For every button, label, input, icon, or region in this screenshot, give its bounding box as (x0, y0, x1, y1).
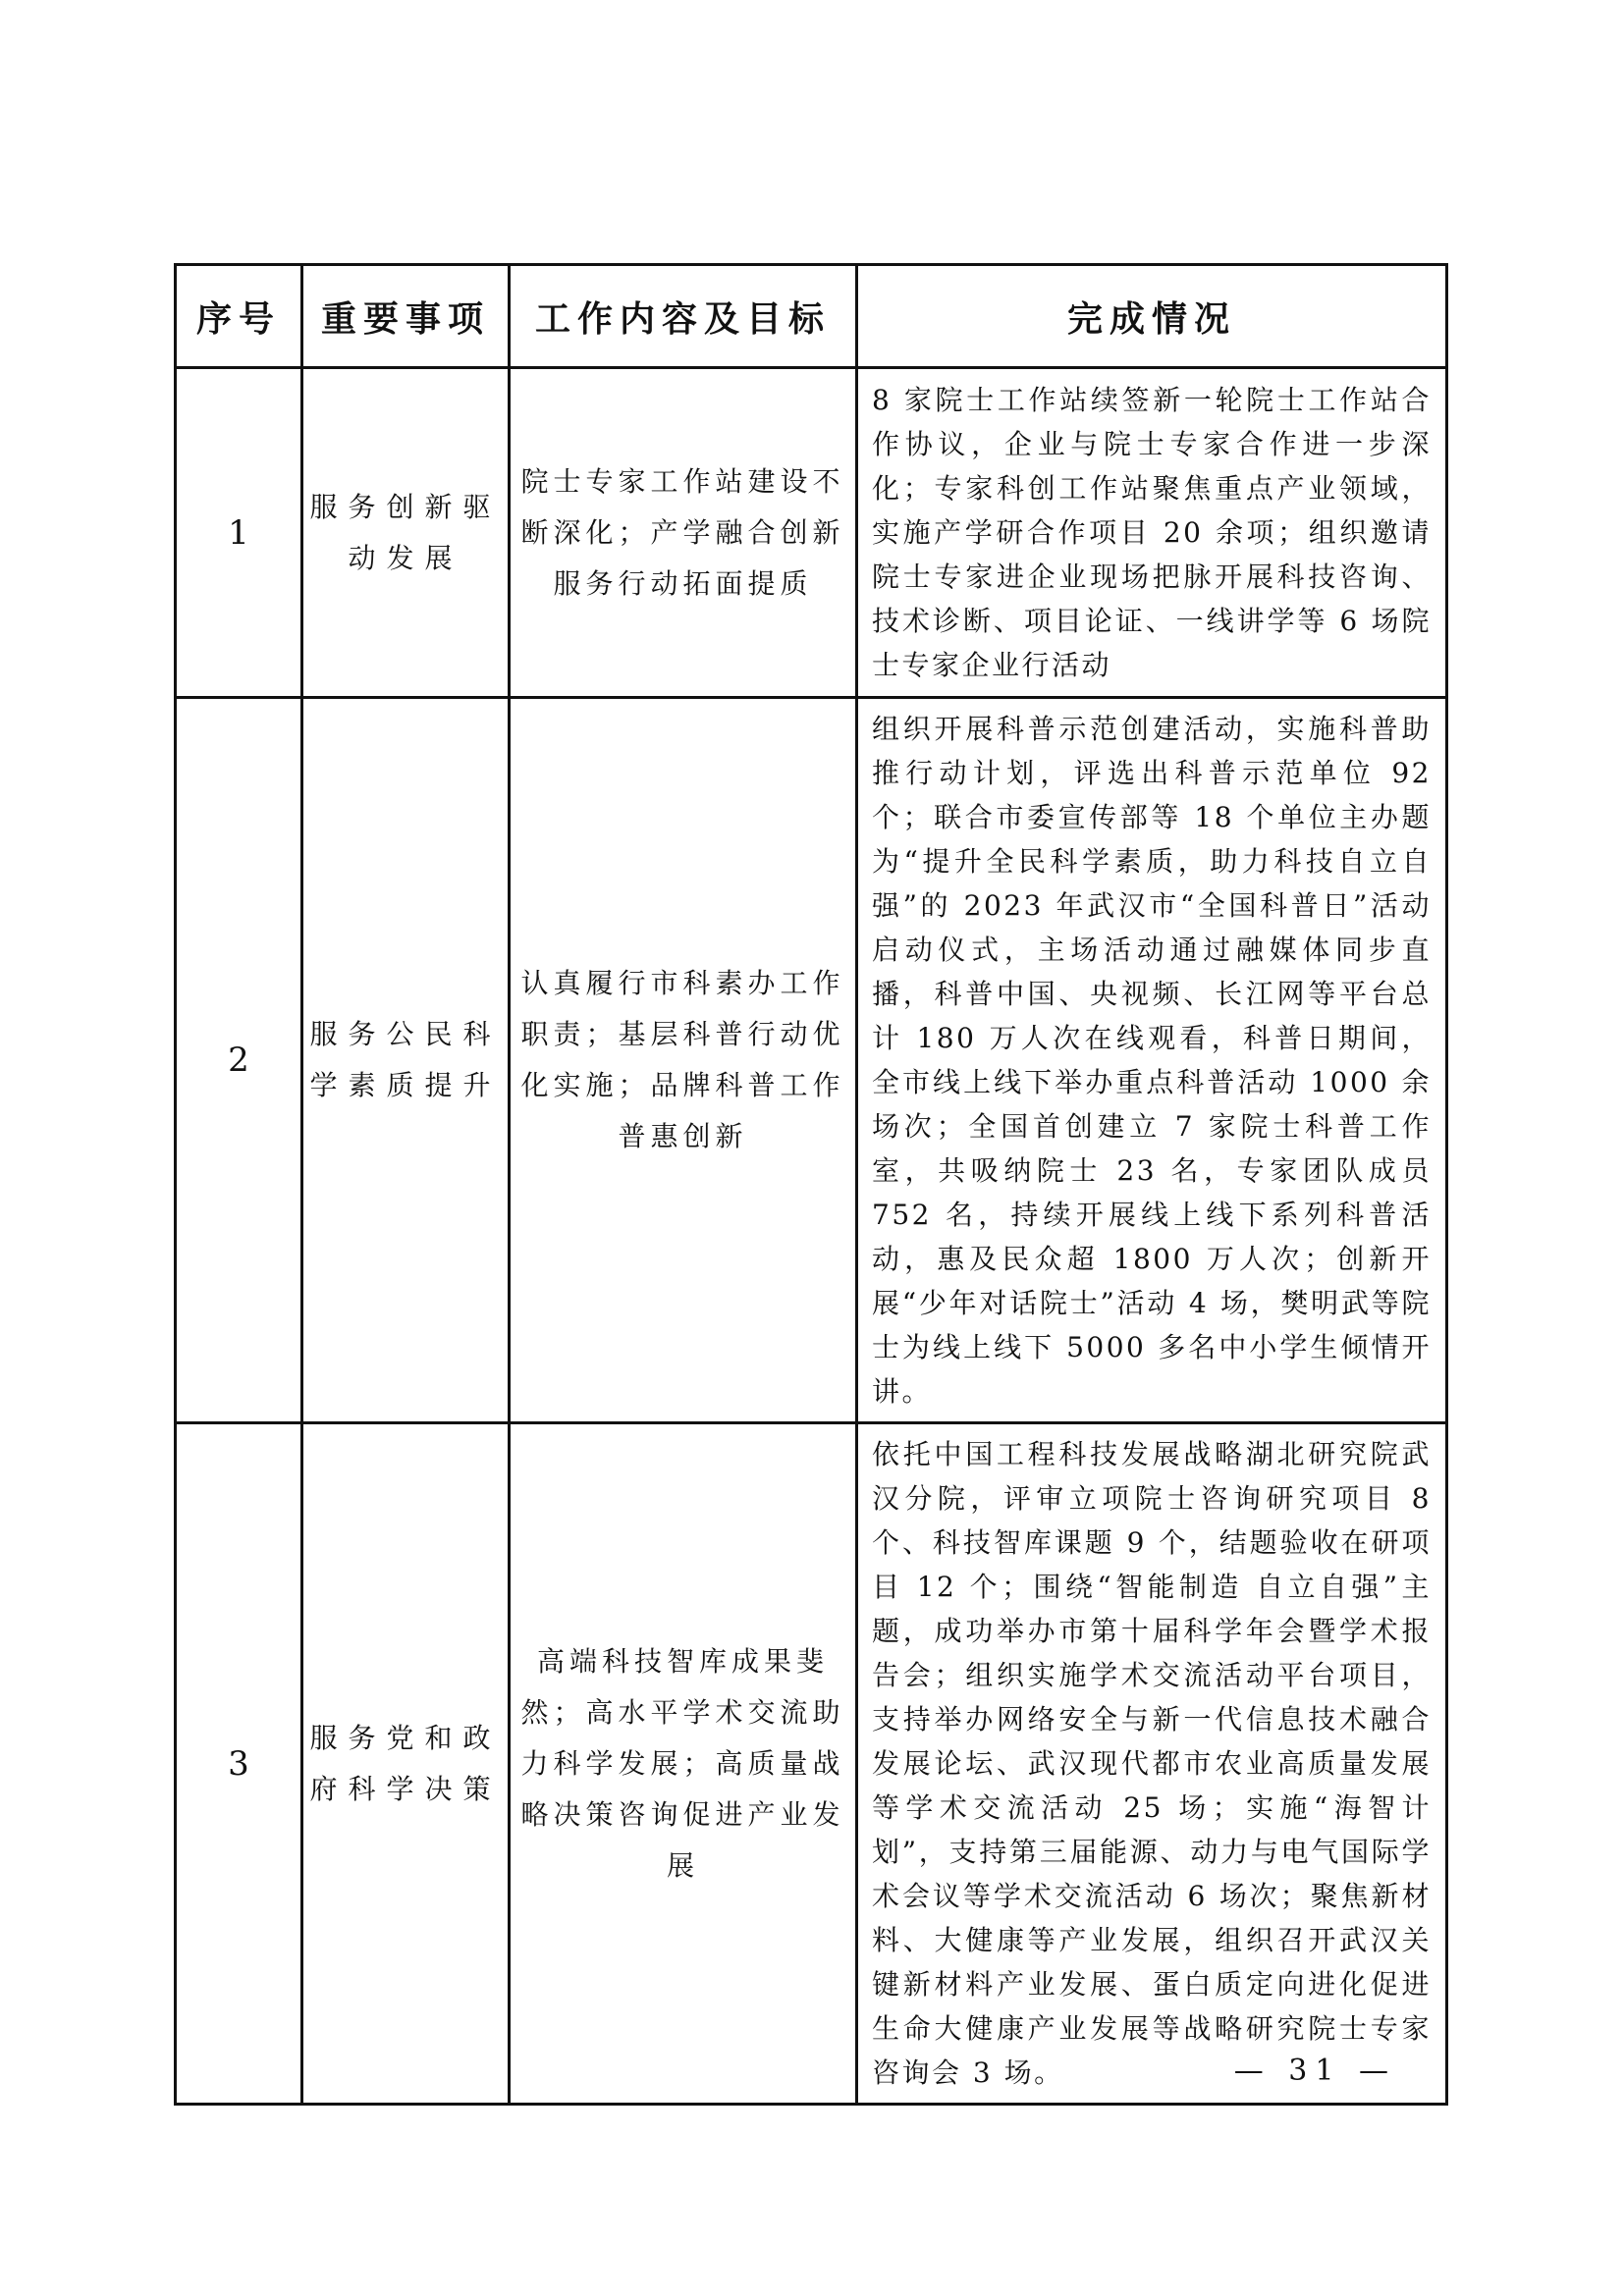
row2-work-content-goal: 认真履行市科素办工作职责；基层科普行动优化实施；品牌科普工作普惠创新 (510, 698, 857, 1423)
row1-completion-status: 8 家院士工作站续签新一轮院士工作站合作协议，企业与院士专家合作进一步深化；专家科创工作站聚焦重点产业领域，实施产学研合作项目 20 余项；组织邀请院士专家进企业现场把脉开展科技咨询、技术诊断、项目论证、一线讲学等 6 场院士专家企业行活动 (857, 368, 1447, 698)
row2-completion-status: 组织开展科普示范创建活动，实施科普助推行动计划，评选出科普示范单位 92 个；联合市委宣传部等 18 个单位主办题为“提升全民科学素质，助力科技自立自强”的 2023 年武汉市“全国科普日”活动启动仪式，主场活动通过融媒体同步直播，科普中国、央视频、长江网等平台总计 180 万人次在线观看，科普日期间，全市线上线下举办重点科普活动 1000 余场次；全国首创建立 7 家院士科普工作室，共吸纳院士 23 名，专家团队成员 752 名，持续开展线上线下系列科普活动，惠及民众超 1800 万人次；创新开展“少年对话院士”活动 4 场，樊明武等院士为线上线下 5000 多名中小学生倾情开讲。 (857, 698, 1447, 1423)
header-serial-number: 序号 (176, 265, 302, 368)
row1-important-matter: 服务创新驱动发展 (302, 368, 510, 698)
row3-serial-number: 3 (176, 1423, 302, 2105)
header-work-content-goals: 工作内容及目标 (510, 265, 857, 368)
work-completion-table (174, 263, 1448, 2106)
table-row (176, 1423, 1447, 2105)
row3-important-matter: 服务党和政府科学决策 (302, 1423, 510, 2105)
row3-completion-status: 依托中国工程科技发展战略湖北研究院武汉分院，评审立项院士咨询研究项目 8 个、科技智库课题 9 个，结题验收在研项目 12 个；围绕“智能制造 自立自强”主题，成功举办市第十届科学年会暨学术报告会；组织实施学术交流活动平台项目，支持举办网络安全与新一代信息技术融合发展论坛、武汉现代都市农业高质量发展等学术交流活动 25 场；实施“海智计划”，支持第三届能源、动力与电气国际学术会议等学术交流活动 6 场次；聚焦新材料、大健康等产业发展，组织召开武汉关键新材料产业发展、蛋白质定向进化促进生命大健康产业发展等战略研究院士专家咨询会 3 场。 (857, 1423, 1447, 2105)
page-number: — 31 — (1233, 2054, 1396, 2088)
header-important-matters: 重要事项 (302, 265, 510, 368)
table-header-row (176, 265, 1447, 368)
table-row (176, 698, 1447, 1423)
row2-serial-number: 2 (176, 698, 302, 1423)
row2-important-matter: 服务公民科学素质提升 (302, 698, 510, 1423)
table-row (176, 368, 1447, 698)
header-completion-status: 完成情况 (857, 265, 1447, 368)
row1-serial-number: 1 (176, 368, 302, 698)
row3-work-content-goal: 高端科技智库成果斐然；高水平学术交流助力科学发展；高质量战略决策咨询促进产业发展 (510, 1423, 857, 2105)
row1-work-content-goal: 院士专家工作站建设不断深化；产学融合创新服务行动拓面提质 (510, 368, 857, 698)
